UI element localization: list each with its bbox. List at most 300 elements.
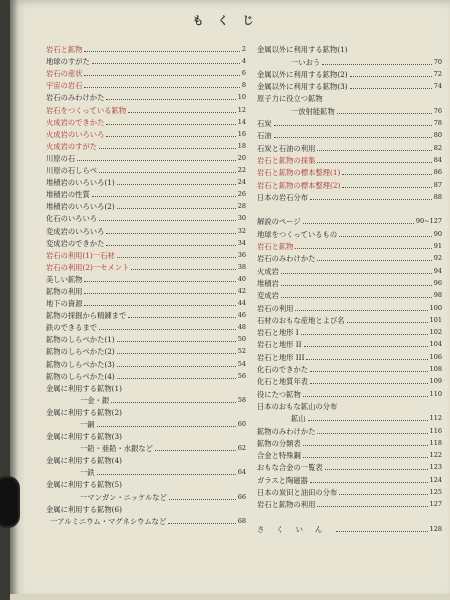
toc-entry-label: 鉱物のしらべかた(1): [46, 335, 115, 345]
toc-page-number: 122: [429, 451, 442, 460]
toc-entry-label: 一マンガン・ニッケルなど: [80, 492, 167, 502]
toc-entry-label: 一銅: [80, 420, 95, 429]
toc-page-number: 8: [241, 81, 246, 90]
toc-page-number: 68: [237, 516, 246, 525]
toc-leader-dots: [99, 329, 236, 330]
toc-entry: [46, 224, 246, 236]
toc-leader-dots: [99, 220, 236, 221]
toc-entry: [46, 67, 246, 79]
page-bottom-edge: [10, 594, 450, 600]
toc-leader-dots: [168, 523, 235, 524]
toc-entry-label: 美しい鉱物: [46, 274, 83, 284]
toc-page-number: 96: [433, 278, 442, 287]
toc-entry: [257, 191, 442, 203]
toc-leader-dots: [303, 457, 428, 458]
toc-entry-label: 金属以外に利用する鉱物(2): [257, 69, 348, 79]
toc-entry: [46, 176, 246, 188]
toc-entry: [46, 237, 246, 249]
toc-leader-dots: [310, 383, 428, 384]
toc-page-number: 34: [237, 238, 246, 247]
toc-leader-dots: [317, 260, 431, 261]
toc-entry: [46, 200, 246, 212]
toc-page-number: 82: [433, 143, 442, 152]
toc-entry-label: 岩石と鉱物: [46, 45, 83, 55]
toc-entry: [257, 252, 442, 264]
toc-entry: [46, 91, 246, 103]
toc-page-number: 101: [429, 315, 442, 324]
toc-leader-dots: [339, 236, 432, 237]
toc-entry: [257, 104, 442, 116]
toc-entry: [257, 43, 442, 55]
toc-entry-label: 岩石をつくっている鉱物: [46, 105, 127, 115]
toc-entry-label: 火成岩のいろいろ: [46, 129, 105, 139]
toc-page-number: 84: [433, 155, 442, 164]
toc-entry: [257, 486, 442, 498]
toc-leader-dots: [106, 124, 235, 125]
toc-entry-label: 鉱物の利用: [46, 286, 83, 296]
toc-leader-dots: [106, 233, 235, 234]
toc-leader-dots: [99, 172, 236, 173]
toc-entry: [257, 264, 442, 276]
toc-entry: [257, 178, 442, 190]
toc-entry: [46, 152, 246, 164]
toc-entry: [257, 314, 442, 326]
toc-entry-label: 解説のページ: [257, 217, 301, 227]
toc-entry-label: 堆積岩: [257, 278, 279, 288]
toc-page-number: 60: [237, 420, 246, 428]
toc-page-number: 106: [429, 352, 442, 361]
toc-entry: [46, 116, 246, 128]
toc-page-number: 112: [429, 414, 442, 423]
toc-page-number: 44: [237, 299, 246, 308]
toc-entry: [46, 309, 246, 321]
toc-entry-label: 金属に利用する鉱物(2): [46, 407, 123, 417]
toc-page-number: 90~127: [415, 217, 442, 226]
toc-entry: [257, 68, 442, 80]
toc-leader-dots: [106, 136, 235, 137]
toc-entry-label: 原子力に役立つ鉱物: [257, 94, 323, 104]
toc-entry-label: 鉄のできるまで: [46, 323, 98, 333]
toc-leader-dots: [106, 245, 235, 246]
toc-page-number: 26: [237, 190, 246, 199]
toc-entry: [257, 400, 442, 412]
toc-leader-dots: [84, 293, 235, 294]
toc-leader-dots: [308, 420, 428, 421]
toc-leader-dots: [84, 281, 235, 282]
toc-leader-dots: [306, 359, 427, 360]
toc-entry-label: 変成岩のできかた: [46, 238, 105, 248]
toc-page-number: 20: [237, 153, 246, 162]
toc-leader-dots: [281, 297, 432, 298]
toc-entry: [46, 140, 246, 152]
toc-leader-dots: [303, 223, 414, 224]
toc-entry: [257, 338, 442, 350]
toc-entry: [257, 449, 442, 461]
toc-entry: [257, 461, 442, 473]
toc-entry: [46, 164, 246, 176]
toc-entry-label: 金属に利用する鉱物(1): [46, 383, 123, 393]
toc-entry: [46, 297, 246, 309]
toc-leader-dots: [325, 469, 428, 470]
toc-page-number: 64: [237, 468, 246, 477]
toc-entry: [257, 375, 442, 387]
toc-leader-dots: [295, 310, 427, 311]
toc-entry-label: おもな合金の一覧表: [257, 463, 323, 473]
toc-entry: [46, 454, 246, 466]
toc-entry-label: 地下の資源: [46, 299, 83, 309]
toc-entry-label: 岩石のみわけかた: [46, 93, 105, 103]
toc-entry: [46, 333, 246, 345]
toc-entry-label: 石油: [257, 131, 272, 141]
toc-entry-label: 堆積岩のいろいろ(2): [46, 202, 115, 212]
toc-entry: [257, 498, 442, 510]
toc-entry-label: 化石と地質年表: [257, 377, 309, 387]
toc-entry: [46, 430, 246, 442]
toc-leader-dots: [342, 174, 431, 175]
toc-entry-label: 金属以外に利用する鉱物(3): [257, 82, 348, 92]
toc-leader-dots: [350, 76, 432, 77]
toc-entry-label: 岩石の利用(1)一石材: [46, 250, 115, 260]
toc-entry: [46, 503, 246, 515]
toc-entry: [257, 240, 442, 252]
toc-page-number: 52: [237, 347, 246, 356]
toc-entry-label: 岩石と地形 II: [257, 340, 302, 350]
toc-entry-label: 一放射能鉱物: [291, 106, 335, 116]
toc-entry: [46, 55, 246, 67]
toc-leader-dots: [117, 341, 236, 342]
toc-leader-dots: [155, 450, 236, 451]
toc-entry: [257, 55, 442, 67]
toc-leader-dots: [303, 445, 428, 446]
toc-page-number: 42: [237, 286, 246, 295]
toc-page-number: 108: [429, 365, 442, 374]
toc-page-number: 118: [429, 438, 442, 447]
toc-entry-label: 火成岩のできかた: [46, 117, 105, 127]
toc-entry: [257, 277, 442, 289]
toc-page-number: 116: [429, 426, 442, 435]
toc-leader-dots: [77, 160, 236, 161]
toc-entry: [257, 437, 442, 449]
toc-entry-label: 日本の炭田と油田の分布: [257, 487, 338, 497]
toc-leader-dots: [281, 273, 432, 274]
toc-page-number: 28: [237, 202, 246, 211]
toc-entry: [257, 387, 442, 399]
toc-page-number: 58: [237, 395, 246, 404]
toc-entry: [257, 227, 442, 239]
toc-page-number: 38: [237, 262, 246, 271]
toc-entry: [46, 273, 246, 285]
toc-entry: [46, 285, 246, 297]
toc-spacer: [257, 510, 442, 522]
toc-leader-dots: [84, 87, 239, 88]
toc-entry: [257, 523, 442, 535]
toc-page-number: 12: [237, 105, 246, 114]
toc-entry: [46, 128, 246, 140]
toc-leader-dots: [97, 426, 236, 427]
toc-entry: [46, 249, 246, 261]
toc-entry: [46, 370, 246, 382]
toc-entry: [46, 442, 246, 454]
toc-entry: [46, 357, 246, 369]
toc-leader-dots: [84, 75, 239, 76]
toc-leader-dots: [274, 125, 432, 126]
toc-entry-label: 一鉛・亜鉛・水銀など: [80, 444, 153, 454]
toc-page-number: 87: [433, 180, 442, 189]
toc-leader-dots: [317, 162, 431, 163]
toc-page-number: 4: [241, 57, 246, 66]
toc-entry-label: 金属に利用する鉱物(6): [46, 504, 123, 514]
toc-page-number: 16: [237, 129, 246, 138]
toc-entry: [257, 412, 442, 424]
toc-entry: [46, 188, 246, 200]
toc-leader-dots: [117, 353, 236, 354]
toc-page-number: 86: [433, 168, 442, 177]
toc-page-number: 78: [433, 119, 442, 128]
toc-leader-dots: [117, 378, 236, 379]
toc-page-number: 127: [429, 500, 442, 509]
toc-entry-label: 岩石と地形 III: [257, 352, 305, 362]
toc-entry: [257, 326, 442, 338]
toc-page-number: 14: [237, 117, 246, 126]
toc-leader-dots: [317, 506, 427, 507]
toc-entry-label: 堆積岩のいろいろ(1): [46, 178, 115, 188]
toc-entry: [257, 166, 442, 178]
toc-entry-label: 鉱物のしらべかた(3): [46, 359, 115, 369]
toc-page-number: 92: [433, 254, 442, 263]
toc-leader-dots: [310, 199, 432, 200]
toc-leader-dots: [92, 196, 236, 197]
toc-entry-label: 一いおう: [291, 57, 321, 67]
toc-entry-label: 岩石と地形 I: [257, 328, 299, 338]
toc-entry-label: 変成岩: [257, 291, 279, 301]
toc-page-number: 90: [433, 229, 442, 238]
toc-entry: [46, 490, 246, 502]
binder-ring: [0, 478, 18, 526]
toc-entry: [46, 261, 246, 273]
toc-entry-label: 鉱物のみわけかた: [257, 426, 316, 436]
toc-page-number: 72: [433, 69, 442, 78]
toc-entry-label: 金属に利用する鉱物(4): [46, 456, 123, 466]
toc-page-number: 98: [433, 291, 442, 300]
toc-entry: [257, 350, 442, 362]
toc-page-number: 48: [237, 323, 246, 332]
toc-entry-label: 変成岩のいろいろ: [46, 226, 105, 236]
toc-entry: [46, 212, 246, 224]
toc-leader-dots: [111, 402, 236, 403]
toc-page-number: 62: [237, 444, 246, 453]
toc-page-number: 109: [429, 377, 442, 386]
toc-entry-label: 鉱物の採掘から精錬まで: [46, 311, 127, 321]
toc-page-number: 32: [237, 226, 246, 235]
toc-page-number: 124: [429, 475, 442, 484]
toc-entry-label: 役にたつ鉱物: [257, 389, 301, 399]
toc-page-number: 66: [237, 492, 246, 501]
toc-entry: [46, 418, 246, 430]
toc-leader-dots: [274, 137, 432, 138]
toc-page-number: 104: [429, 340, 442, 349]
toc-page-number: 110: [429, 389, 442, 398]
toc-page-number: 6: [241, 69, 246, 78]
toc-entry-label: 一アルミニウム・マグネシウムなど: [50, 516, 167, 526]
toc-entry-label: 地球をつくっているもの: [257, 229, 338, 239]
toc-entry-label: 岩石と鉱物の採集: [257, 155, 316, 165]
toc-entry-label: 堆積岩の性質: [46, 190, 90, 200]
toc-entry: [46, 478, 246, 490]
toc-page-number: 70: [433, 57, 442, 66]
toc-entry: [46, 406, 246, 418]
toc-page-number: 2: [241, 45, 246, 54]
toc-entry-label: 一鉄: [80, 468, 95, 478]
toc-leader-dots: [106, 99, 235, 100]
toc-page-number: 46: [237, 311, 246, 320]
toc-entry: [257, 301, 442, 313]
toc-page-number: 102: [429, 328, 442, 337]
toc-leader-dots: [310, 371, 428, 372]
toc-leader-dots: [295, 248, 431, 249]
toc-leader-dots: [347, 322, 428, 323]
toc-leader-dots: [301, 334, 428, 335]
toc-leader-dots: [304, 346, 428, 347]
toc-entry-label: 鉱物のしらべかた(2): [46, 347, 115, 357]
toc-leader-dots: [350, 88, 432, 89]
toc-page-number: 91: [433, 242, 442, 251]
toc-right-column: [257, 43, 442, 535]
toc-entry-label: 合金と特殊鋼: [257, 451, 301, 461]
toc-entry-label: 金属以外に利用する鉱物(1): [257, 45, 348, 55]
toc-entry-label: 岩石と鉱物の利用: [257, 500, 316, 510]
toc-entry-label: ガラスと陶磁器: [257, 475, 308, 485]
toc-leader-dots: [336, 531, 427, 532]
toc-entry: [257, 289, 442, 301]
toc-page-number: 22: [237, 166, 246, 175]
toc-entry-label: さくいん: [257, 524, 335, 534]
toc-entry-label: 一金・銀: [80, 395, 110, 405]
book-page: [10, 0, 450, 600]
toc-page-number: 10: [237, 93, 246, 102]
toc-entry-label: 岩石のみわけかた: [257, 254, 316, 264]
toc-left-column: [46, 43, 246, 527]
toc-entry-label: 鉱山: [291, 414, 306, 424]
toc-entry-label: 川原の石しらべ: [46, 166, 98, 176]
toc-entry-label: 化石のいろいろ: [46, 214, 98, 224]
toc-page-number: 30: [237, 214, 246, 223]
toc-page-number: 94: [433, 266, 442, 275]
toc-entry-label: 鉱物のしらべかた(4): [46, 371, 115, 381]
toc-entry: [257, 141, 442, 153]
toc-entry-label: 金属に利用する鉱物(3): [46, 432, 123, 442]
toc-leader-dots: [128, 112, 236, 113]
toc-leader-dots: [131, 269, 235, 270]
toc-entry-label: 石炭: [257, 119, 272, 129]
toc-leader-dots: [92, 63, 240, 64]
toc-leader-dots: [99, 148, 236, 149]
toc-entry-label: 岩石と鉱物の標本整理(2): [257, 180, 341, 190]
toc-entry: [46, 382, 246, 394]
toc-entry: [257, 363, 442, 375]
toc-entry-label: 火成岩: [257, 266, 279, 276]
toc-entry: [46, 43, 246, 55]
toc-page-number: 54: [237, 359, 246, 368]
toc-leader-dots: [322, 64, 432, 65]
toc-entry-label: 日本の岩石分布: [257, 192, 309, 202]
toc-entry-label: 岩石の利用(2)一セメント: [46, 262, 130, 272]
toc-leader-dots: [117, 257, 236, 258]
toc-entry: [46, 394, 246, 406]
toc-leader-dots: [317, 150, 431, 151]
toc-entry: [46, 103, 246, 115]
toc-entry: [257, 80, 442, 92]
toc-entry-label: 宇宙の岩石: [46, 81, 83, 91]
toc-entry-label: 日本のおもな鉱山の分布: [257, 401, 338, 411]
toc-entry-label: 川原の石: [46, 153, 76, 163]
toc-entry-label: 石炭と石油の利用: [257, 143, 316, 153]
toc-entry: [257, 424, 442, 436]
toc-leader-dots: [117, 366, 236, 367]
toc-leader-dots: [342, 187, 431, 188]
toc-entry-label: 火成岩のすがた: [46, 141, 98, 151]
toc-leader-dots: [317, 433, 427, 434]
toc-entry-label: 岩石と鉱物: [257, 242, 294, 252]
toc-page-number: 76: [433, 106, 442, 115]
toc-entry: [257, 129, 442, 141]
toc-leader-dots: [117, 208, 236, 209]
toc-entry-label: 石材のおもな産地とよび名: [257, 315, 345, 325]
toc-leader-dots: [97, 474, 236, 475]
toc-leader-dots: [128, 317, 235, 318]
toc-entry: [46, 79, 246, 91]
toc-page-number: 80: [433, 131, 442, 140]
toc-leader-dots: [281, 285, 432, 286]
toc-entry: [46, 515, 246, 527]
toc-entry: [257, 117, 442, 129]
toc-entry: [257, 215, 442, 227]
toc-page-number: 56: [237, 371, 246, 380]
toc-leader-dots: [84, 51, 239, 52]
toc-entry-label: 岩石と鉱物の標本整理(1): [257, 168, 341, 178]
toc-page-number: 125: [429, 487, 442, 496]
toc-spacer: [257, 203, 442, 215]
toc-entry: [257, 92, 442, 104]
toc-page-number: 40: [237, 274, 246, 283]
toc-page-number: 100: [429, 303, 442, 312]
toc-page-number: 123: [429, 463, 442, 472]
toc-entry: [46, 321, 246, 333]
toc-entry-label: 岩石の産状: [46, 69, 83, 79]
page-title: もくじ: [192, 14, 268, 27]
toc-leader-dots: [339, 494, 427, 495]
toc-leader-dots: [310, 482, 428, 483]
toc-entry-label: 地球のすがた: [46, 57, 90, 67]
toc-page-number: 74: [433, 82, 442, 91]
toc-page-number: 50: [237, 335, 246, 344]
toc-entry-label: 化石のできかた: [257, 365, 309, 375]
toc-page-number: 88: [433, 192, 442, 201]
toc-leader-dots: [337, 113, 432, 114]
toc-entry: [46, 466, 246, 478]
toc-page-number: 36: [237, 250, 246, 259]
toc-entry: [46, 345, 246, 357]
toc-entry: [257, 154, 442, 166]
toc-entry-label: 金属に利用する鉱物(5): [46, 480, 123, 490]
toc-entry: [257, 473, 442, 485]
toc-page-number: 128: [429, 524, 442, 533]
toc-page-number: 18: [237, 141, 246, 150]
toc-entry-label: 鉱物の分類表: [257, 438, 301, 448]
toc-entry-label: 岩石の利用: [257, 303, 294, 313]
toc-leader-dots: [303, 396, 428, 397]
toc-leader-dots: [117, 184, 236, 185]
toc-leader-dots: [84, 305, 235, 306]
